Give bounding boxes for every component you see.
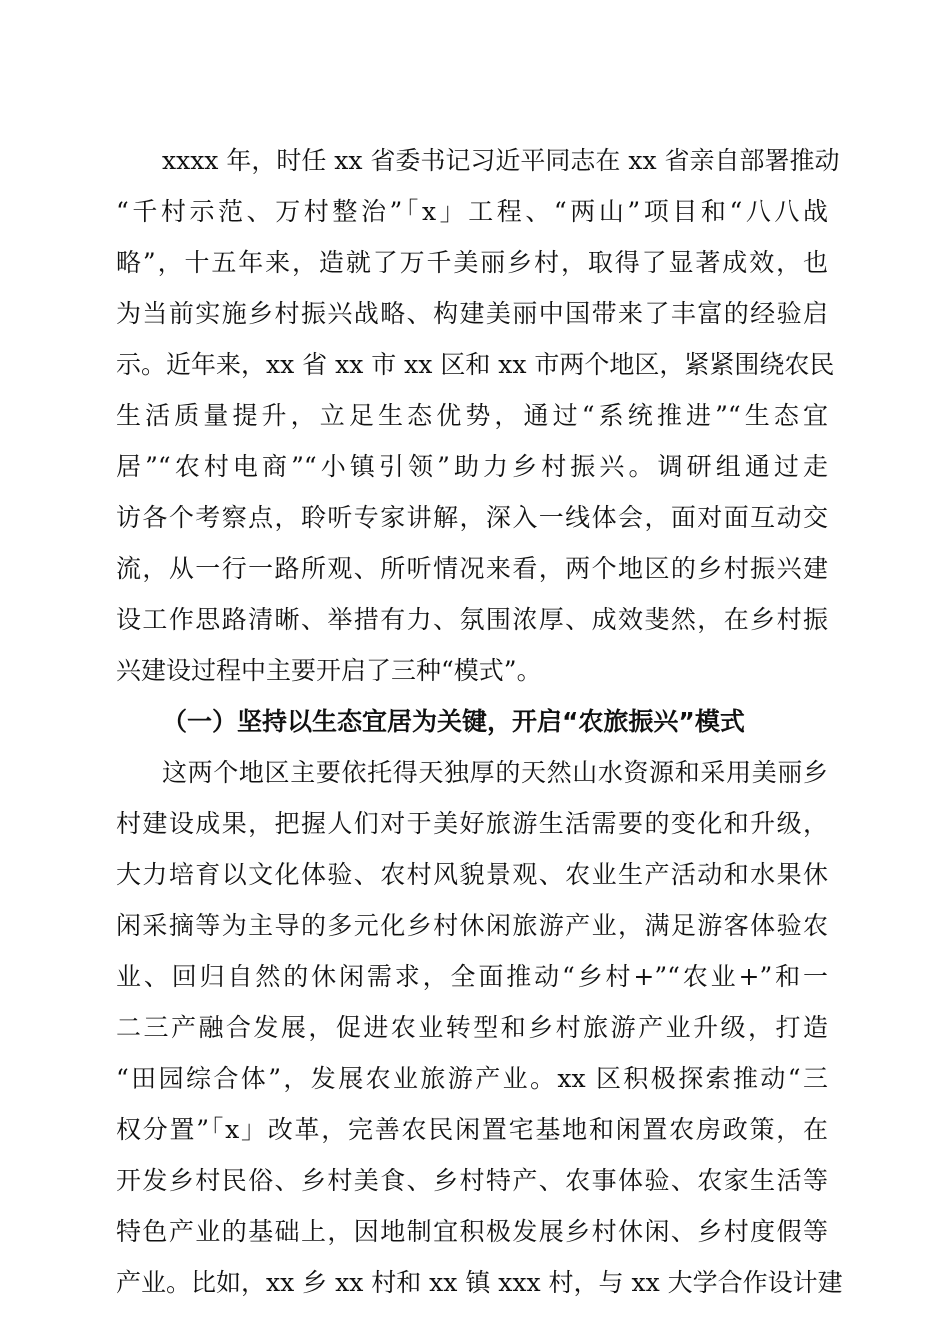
text-line: 示。近年来，xx 省 xx 市 xx 区和 xx 市两个地区，紧紧围绕农民 bbox=[116, 350, 835, 379]
text-line: 闲采摘等为主导的多元化乡村休闲旅游产业，满足游客体验农 bbox=[116, 911, 828, 940]
text-line: 产业。比如，xx 乡 xx 村和 xx 镇 xxx 村，与 xx 大学合作设计建 bbox=[116, 1268, 843, 1297]
text-line: 兴建设过程中主要开启了三种“模式”。 bbox=[116, 656, 542, 685]
text-line: “千村示范、万村整治”「x」工程、“两山”项目和“八八战 bbox=[116, 197, 828, 226]
text-line: 居”“农村电商”“小镇引领”助力乡村振兴。调研组通过走 bbox=[116, 452, 828, 481]
section-heading: （一）坚持以生态宜居为关键，开启“农旅振兴”模式 bbox=[162, 707, 745, 736]
text-line: 特色产业的基础上，因地制宜积极发展乡村休闲、乡村度假等 bbox=[116, 1217, 828, 1246]
text-line: 开发乡村民俗、乡村美食、乡村特产、农事体验、农家生活等 bbox=[116, 1166, 828, 1195]
text-line: 访各个考察点，聆听专家讲解，深入一线体会，面对面互动交 bbox=[116, 503, 828, 532]
text-line: 为当前实施乡村振兴战略、构建美丽中国带来了丰富的经验启 bbox=[116, 299, 828, 328]
text-line: 权分置”「x」改革，完善农民闲置宅基地和闲置农房政策，在 bbox=[116, 1115, 828, 1144]
text-line: “田园综合体”，发展农业旅游产业。xx 区积极探索推动“三 bbox=[116, 1064, 828, 1093]
text-line: 二三产融合发展，促进农业转型和乡村旅游产业升级，打造 bbox=[116, 1013, 828, 1042]
text-line: 生活质量提升，立足生态优势，通过“系统推进”“生态宜 bbox=[116, 401, 828, 430]
text-line: xxxx 年，时任 xx 省委书记习近平同志在 xx 省亲自部署推动 bbox=[162, 146, 840, 175]
text-line: 流，从一行一路所观、所听情况来看，两个地区的乡村振兴建 bbox=[116, 554, 828, 583]
text-line: 大力培育以文化体验、农村风貌景观、农业生产活动和水果休 bbox=[116, 860, 828, 889]
text-line: 村建设成果，把握人们对于美好旅游生活需要的变化和升级， bbox=[116, 809, 828, 838]
text-line: 设工作思路清晰、举措有力、氛围浓厚、成效斐然，在乡村振 bbox=[116, 605, 828, 634]
text-line: 业、回归自然的休闲需求，全面推动“乡村+”“农业+”和一 bbox=[116, 962, 828, 991]
text-line: 略”，十五年来，造就了万千美丽乡村，取得了显著成效，也 bbox=[116, 248, 828, 277]
text-line: 这两个地区主要依托得天独厚的天然山水资源和采用美丽乡 bbox=[162, 758, 828, 787]
